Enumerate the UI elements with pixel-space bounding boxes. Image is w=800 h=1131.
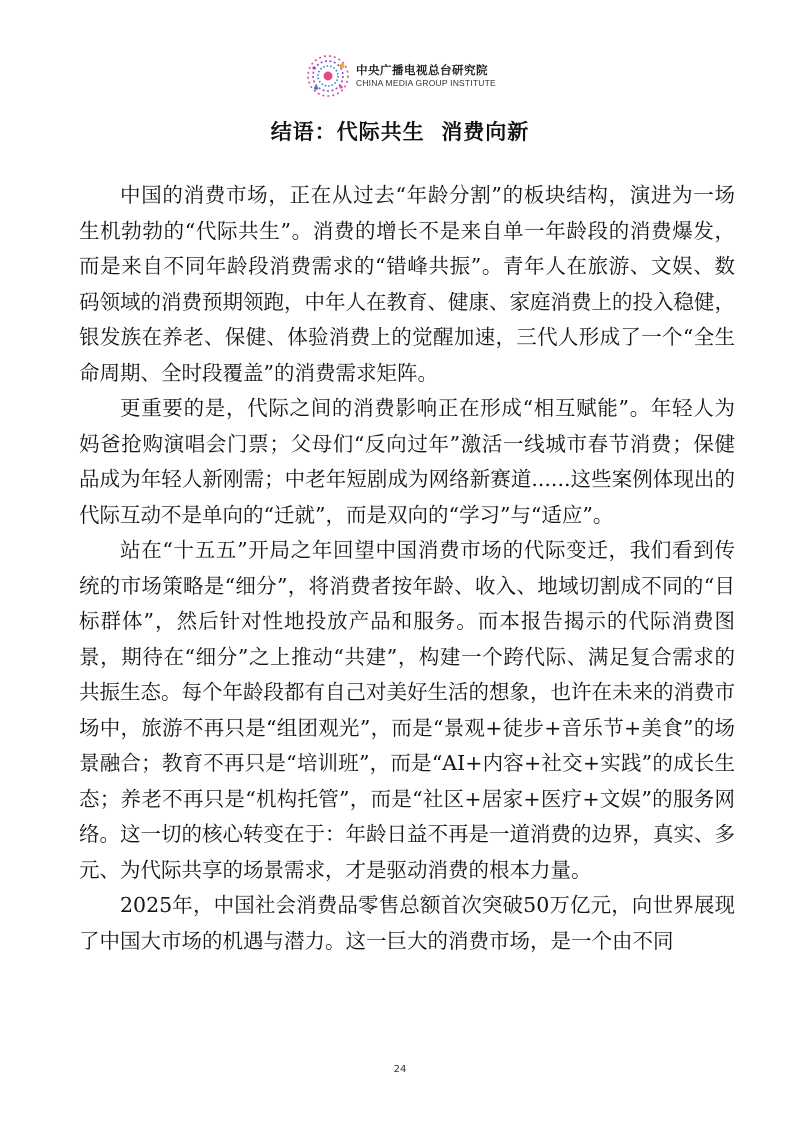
paragraph: 中国的消费市场，正在从过去“年龄分割”的板块结构，演进为一场生机勃勃的“代际共生”。消费的增长不是来自单一年龄段的消费爆发，而是来自不同年龄段消费需求的“错峰共振”。青年人在旅游、文娱、数码领域的消费预期领跑，中年人在教育、健康、家庭消费上的投入稳健，银发族在养老、保健、体验消费上的觉醒加速，三代人形成了一个“全生命周期、全时段覆盖”的消费需求矩阵。 [79, 183, 735, 385]
cmg-institute-logo-icon [304, 52, 352, 100]
page-header [0, 50, 800, 102]
paragraph: 站在“十五五”开局之年回望中国消费市场的代际变迁，我们看到传统的市场策略是“细分”，将消费者按年龄、收入、地域切割成不同的“目标群体”，然后针对性地投放产品和服务。而本报告揭示的代际消费图景，期待在“细分”之上推动“共建”，构建一个跨代际、满足复合需求的共振生态。每个年龄段都有自己对美好生活的想象，也许在未来的消费市场中，旅游不再只是“组团观光”，而是“景观+徒步+音乐节+美食”的场景融合；教育不再只是“培训班”，而是“AI+内容+社交+实践”的成长生态；养老不再只是“机构托管”，而是“社区+居家+医疗+文娱”的服务网络。这一切的核心转变在于：年龄日益不再是一道消费的边界，真实、多元、为代际共享的场景需求，才是驱动消费的根本力量。 [79, 538, 735, 882]
paragraph: 2025年，中国社会消费品零售总额首次突破50万亿元，向世界展现了中国大市场的机遇与潜力。这一巨大的消费市场，是一个由不同 [79, 893, 735, 953]
section-title: 结语：代际共生 消费向新 [270, 120, 530, 144]
org-name-cn: 中央广播电视总台研究院 [356, 63, 488, 77]
paragraph: 更重要的是，代际之间的消费影响正在形成“相互赋能”。年轻人为妈爸抢购演唱会门票；父母们“反向过年”激活一线城市春节消费；保健品成为年轻人新刚需；中老年短剧成为网络新赛道......这些案例体现出的代际互动不是单向的“迁就”，而是双向的“学习”与“适应”。 [79, 396, 735, 527]
org-name-en: CHINA MEDIA GROUP INSTITUTE [356, 78, 496, 88]
page-number: 24 [393, 1064, 407, 1075]
body-text [79, 178, 735, 959]
